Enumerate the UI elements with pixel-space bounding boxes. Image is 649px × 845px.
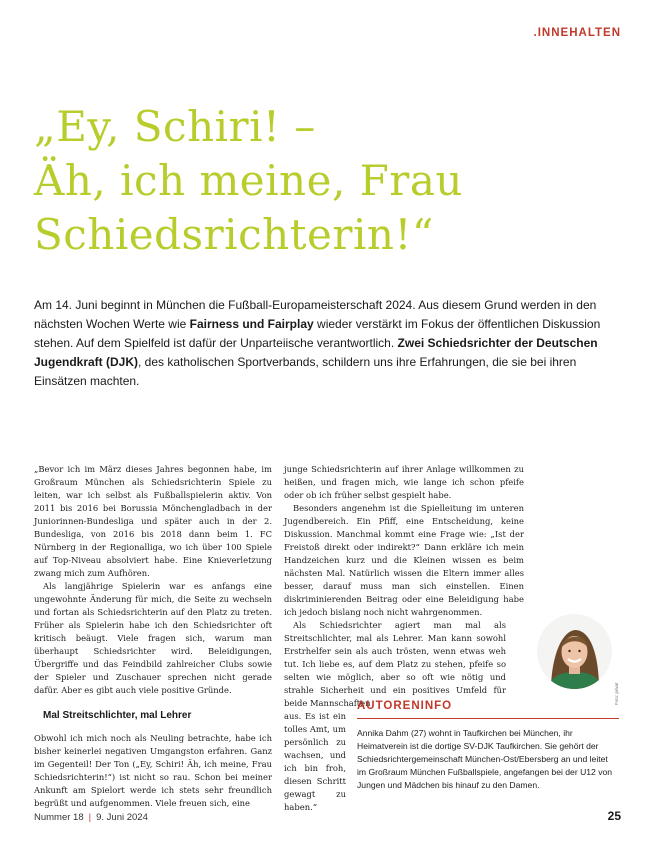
article-paragraph: Als langjährige Spielerin war es anfangs eine ungewohnte Änderung für mich, die Seite zu wechseln und fortan als Schiedsrichterin auf den Platz zu treten. Früher als Spielerin habe ich den Schiedsrichter oft kritisch beäugt. Viele fragen sich, warum man überhaupt Schiedsrichter wird. Beleidigungen, Übergriffe und das Feindbild zahlreicher Clubs sowie der Spieler und Zuschauer sprechen nicht gerade dafür. Aber es gibt auch viele positive Gründe.	[34, 581, 272, 695]
section-tag: .INNEHALTEN	[533, 27, 621, 39]
photo-credit: Foto: privat	[614, 682, 619, 705]
article-paragraph: „Bevor ich im März dieses Jahres begonnen habe, im Großraum München als Schiedsrichterin Spiele zu leiten, war ich selbst als Fußballspielerin aktiv. Von 2011 bis 2016 bei Borussia Mönchengladbach in der Juniorinnen-Bundesliga und später auch in der 2. Bundesliga, von 2016 bis 2018 dann beim 1. FC Nürnberg in der Regionalliga, wo ich über 100 Spiele auf Top-Niveau absolviert habe. Eine Knieverletzung zwang mich zum Aufhören.	[34, 464, 272, 578]
article-paragraph: Obwohl ich mich noch als Neuling betrachte, habe ich bisher keinerlei negativen Umgangston erfahren. Ganz im Gegenteil! Der Ton („Ey, Schiri! Äh, ich meine, Frau Schiedsrichterin!“) ist nicht so rau. Schon bei meiner Ankunft am Spielort werde ich stets sehr freundlich begrüßt und aufgenommen. Viele freuen sich, eine	[34, 733, 272, 808]
issue-date: 9. Juni 2024	[96, 812, 148, 823]
author-info-text: Annika Dahm (27) wohnt in Taufkirchen bei München, ihr Heimatverein ist die dortige SV-DJK Taufkirchen. Sie gehört der Schiedsrichtergemeinschaft München-Ost/Ebersberg an und leitet im Großraum München Fußballspiele, angefangen bei der U12 von Jungen und Mädchen bis hinauf zu den Damen.	[357, 728, 613, 790]
headline-line-2: Äh, ich meine, Frau	[34, 155, 463, 205]
article-subheading: Mal Streitschlichter, mal Lehrer	[43, 710, 192, 721]
page-number: 25	[607, 809, 621, 823]
headline-line-1: „Ey, Schiri! –	[34, 102, 316, 151]
headline	[34, 100, 624, 261]
article-paragraph: Besonders angenehm ist die Spielleitung im unteren Jugendbereich. Ein Pfiff, eine Entscheidung, keine Diskussion. Manchmal kommt eine Frage wie: „Ist der Freistoß direkt oder indirekt?“ Dann erkläre ich mein Handzeichen kurz und die Kleinen wissen es beim nächsten Mal. Natürlich wissen die Eltern immer alles besser, darauf muss man sich einstellen. Einen diskriminierenden Beitrag oder eine Beleidigung habe ich jedoch bislang noch nicht wahrgenommen.	[284, 503, 524, 617]
article-paragraph: Als Schiedsrichter agiert man mal als Streitschlichter, mal als Lehrer. Man kann sowohl Erstrhelfer sein als auch trösten, wenn etwas weh tut. Ich liebe es, auf dem Platz zu stehen, pfeife so selten wie möglich, aber so oft wie nötig und strahle Sicherheit und ein positives Umfeld für beide Mannschaften	[284, 620, 506, 708]
footer-separator: |	[88, 812, 92, 823]
author-portrait-illustration	[537, 614, 612, 689]
intro-text-2: wieder verstärkt im Fokus der öffentlichen Diskussion stehen. Auf dem Spielfeld ist dafür der Unparteiische verantwortlich.	[34, 317, 601, 350]
intro-text-3: , des katholischen Sportverbands, schildern uns ihre Erfahrungen, die sie bei ihren Einsätzen machten.	[34, 355, 577, 388]
author-photo	[537, 614, 612, 689]
author-info-title: AUTORENINFO	[357, 700, 619, 719]
intro-paragraph	[34, 296, 619, 391]
article-column-left	[34, 463, 272, 810]
article-paragraph: junge Schiedsrichterin auf ihrer Anlage willkommen zu heißen, und fragen mich, wie lange ich schon pfeife oder ob ich früher selbst gespielt habe.	[284, 464, 524, 500]
issue-number: Nummer 18	[34, 812, 84, 823]
page-footer	[34, 812, 148, 823]
article-paragraph-end: aus. Es ist ein tolles Amt, um persönlich zu wachsen, und ich bin froh, diesen Schritt gewagt zu haben.“	[284, 711, 346, 812]
headline-line-3: Schiedsrichterin!“	[34, 209, 434, 259]
intro-bold-fairness: Fairness und Fairplay	[189, 317, 314, 331]
intro-bold-djk: Zwei Schiedsrichter der Deutschen Jugendkraft (DJK)	[34, 336, 598, 369]
author-info-box	[357, 700, 619, 792]
intro-text-1: Am 14. Juni beginnt in München die Fußball-Europameisterschaft 2024. Aus diesem Grund werden in den nächsten Wochen Werte wie	[34, 298, 597, 331]
